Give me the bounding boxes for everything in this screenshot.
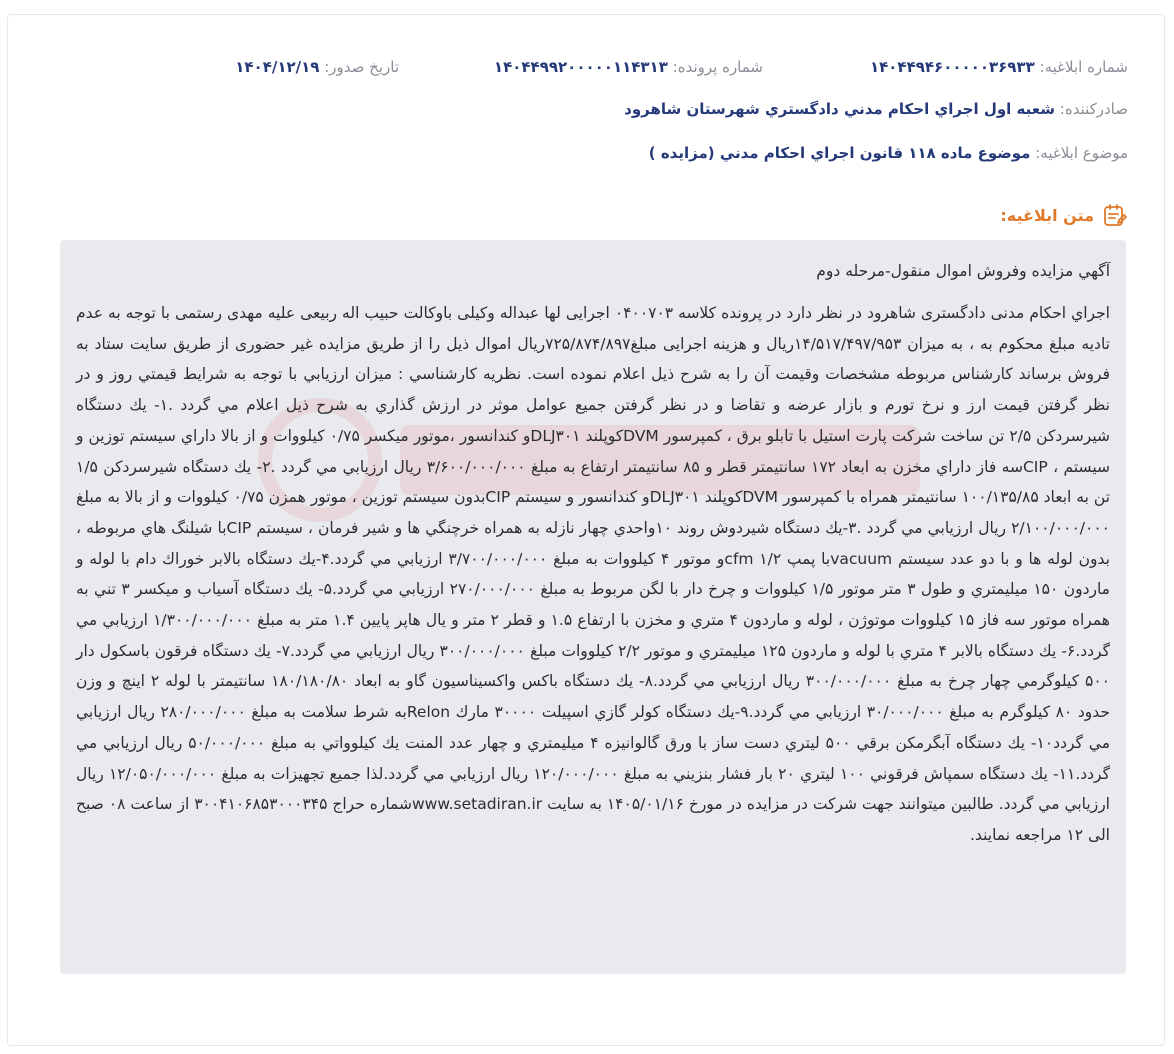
subject-row: [649, 144, 1128, 162]
notice-number: [870, 58, 1128, 76]
subject-label: موضوع ابلاغیه:: [1035, 144, 1128, 162]
notice-heading: آگهي مزايده وفروش اموال منقول-مرحله دوم: [816, 262, 1110, 280]
subject-value: موضوع ماده ۱۱۸ قانون اجراي احکام مدني (مزايده ): [648, 144, 1031, 162]
issue-date-value: ۱۴۰۴/۱۲/۱۹: [235, 58, 320, 76]
notice-number-value: ۱۴۰۴۴۹۴۶۰۰۰۰۰۳۶۹۳۳: [869, 58, 1035, 76]
issuer-label: صادرکننده:: [1059, 100, 1128, 118]
issuer-value: شعبه اول اجراي احکام مدني دادگستري شهرستان شاهرود: [624, 100, 1055, 118]
section-header: [1000, 202, 1128, 228]
issuer-row: [624, 100, 1128, 118]
issue-date: [235, 58, 399, 76]
case-number-value: ۱۴۰۴۴۹۹۲۰۰۰۰۰۱۱۴۳۱۳: [493, 58, 668, 76]
notice-number-label: شماره ابلاغیه:: [1039, 58, 1128, 76]
case-number-label: شماره پرونده:: [672, 58, 763, 76]
notice-text-panel: [60, 240, 1126, 974]
section-title: متن ابلاغیه:: [1000, 205, 1094, 225]
notice-body: اجراي احکام مدنی دادگستری شاهرود در نظر دارد در پرونده کلاسه ۰۴۰۰۷۰۳ اجرایی لها عبداله وکیلی باوکالت حبیب اله ربیعی علیه مهدی رستمی با توجه به عدم تادیه مبلغ محکوم به ، به میزان ۱۴/۵۱۷/۴۹۷/۹۵۳ریال و هزینه اجرایی مبلغ۷۲۵/۸۷۴/۸۹۷ریال اموال ذیل را از طریق مزایده غیر حضوری از طریق سایت ستاد به فروش برساند کارشناس مربوطه مشخصات وقیمت آن را به شرح ذیل اعلام نموده است. نظريه کارشناسي : ميزان ارزيابي با توجه به شرايط قيمتي روز و در نظر گرفتن قيمت ارز و نرخ تورم و بازار عرضه و تقاضا و در نظر گرفتن جميع عوامل موثر در ارزش گذاري به شرح ذيل اعلام مي گردد .۱- يك دستگاه شيرسردكن ۲/۵ تن ساخت شركت پارت استيل با تابلو برق ، كمپرسور DVMكوپلند DLJ۳۰۱و كندانسور ،موتور ميكسر ۰/۷۵ كيلووات و از بالا داراي سيستم توزين و سيستم ، CIPسه فاز داراي مخزن به ابعاد ۱۷۲ سانتيمتر قطر و ۸۵ سانتيمتر ارتفاع به مبلغ ۳/۶۰۰/۰۰۰/۰۰۰ ريال ارزيابي مي گردد .۲- يك دستگاه شيرسردكن ۱/۵ تن به ابعاد ۱۰۰/۱۳۵/۸۵ سانتيمتر همراه با كمپرسور DVMكوپلند DLJ۳۰۱و كندانسور و سيستم CIPبدون سيستم توزين ، موتور همزن ۰/۷۵ كيلووات و از بالا به مبلغ ۲/۱۰۰/۰۰۰/۰۰۰ ريال ارزيابي مي گردد .۳-يك دستگاه شيردوش روند ۱۰واحدي چهار نازله به همراه خرچنگي ها و شير فرمان ، سيستم CIPبا شيلنگ هاي مربوطه ، بدون لوله ها و با دو عدد سيستم vacuumبا پمپ cfm ۱/۲و موتور ۴ كيلووات به مبلغ ۳/۷۰۰/۰۰۰/۰۰۰ ارزيابي مي گردد.۴-يك دستگاه بالابر خوراك دام با لوله و ماردون ۱۵۰ ميليمتري و طول ۳ متر موتور ۱/۵ كيلووات و چرخ دار با لگن مربوط به مبلغ ۲۷۰/۰۰۰/۰۰۰ ارزيابي مي گردد.۵- يك دستگاه آسياب و ميكسر ۳ تني به همراه موتور سه فاز ۱۵ كيلووات موتوژن ، لوله و ماردون ۴ متري و مخزن با ارتفاع ۱.۵ و قطر ۲ متر و يال هاپر پايين ۱.۴ متر به مبلغ ۱/۳۰۰/۰۰۰/۰۰۰ ارزيابي مي گردد.۶- يك دستگاه بالابر ۴ متري با لوله و ماردون ۱۲۵ ميليمتري و موتور ۲/۲ كيلووات مبلغ ۳۰۰/۰۰۰/۰۰۰ ريال ارزيابي مي گردد.۷- يك دستگاه فرقون باسكول دار ۵۰۰ كيلوگرمي چهار چرخ به مبلغ ۳۰۰/۰۰۰/۰۰۰ ريال ارزيابي مي گردد.۸- يك دستگاه باكس واكسيناسيون گاو به ابعاد ۱۸۰/۱۸۰/۸۰ سانتيمتر با لوله ۲ اينچ و وزن حدود ۸۰ كيلوگرم به مبلغ ۳۰/۰۰۰/۰۰۰ ارزيابي مي گردد.۹-يك دستگاه كولر گازي اسپيلت ۳۰۰۰۰ مارك Relonبه شرط سلامت به مبلغ ۲۸۰/۰۰۰/۰۰۰ ريال ارزيابي مي گردد۱۰- يك دستگاه آبگرمكن برقي ۵۰۰ ليتري دست ساز با ورق گالوانيزه ۴ ميليمتري و چهار عدد المنت يك كيلوواتي به مبلغ ۵۰/۰۰۰/۰۰۰ ريال ارزيابي مي گردد.۱۱- يك دستگاه سمپاش فرقوني ۱۰۰ ليتري ۲۰ بار فشار بنزيني به مبلغ ۱۲۰/۰۰۰/۰۰۰ ريال ارزيابي مي گردد.لذا جميع تجهيزات به مبلغ ۱۲/۰۵۰/۰۰۰/۰۰۰ ريال ارزيابي مي گردد. طالبين ميتوانند جهت شركت در مزايده در مورخ ۱۴۰۵/۰۱/۱۶ به سايت www.setadiran.irشماره حراج ۳۰۰۴۱۰۶۸۵۳۰۰۰۳۴۵ از ساعت ۰۸ صبح الی ۱۲ مراجعه نمايند.: [76, 304, 1111, 844]
case-number: [494, 58, 763, 76]
document-edit-icon: [1102, 202, 1128, 228]
issue-date-label: تاریخ صدور:: [324, 58, 399, 76]
